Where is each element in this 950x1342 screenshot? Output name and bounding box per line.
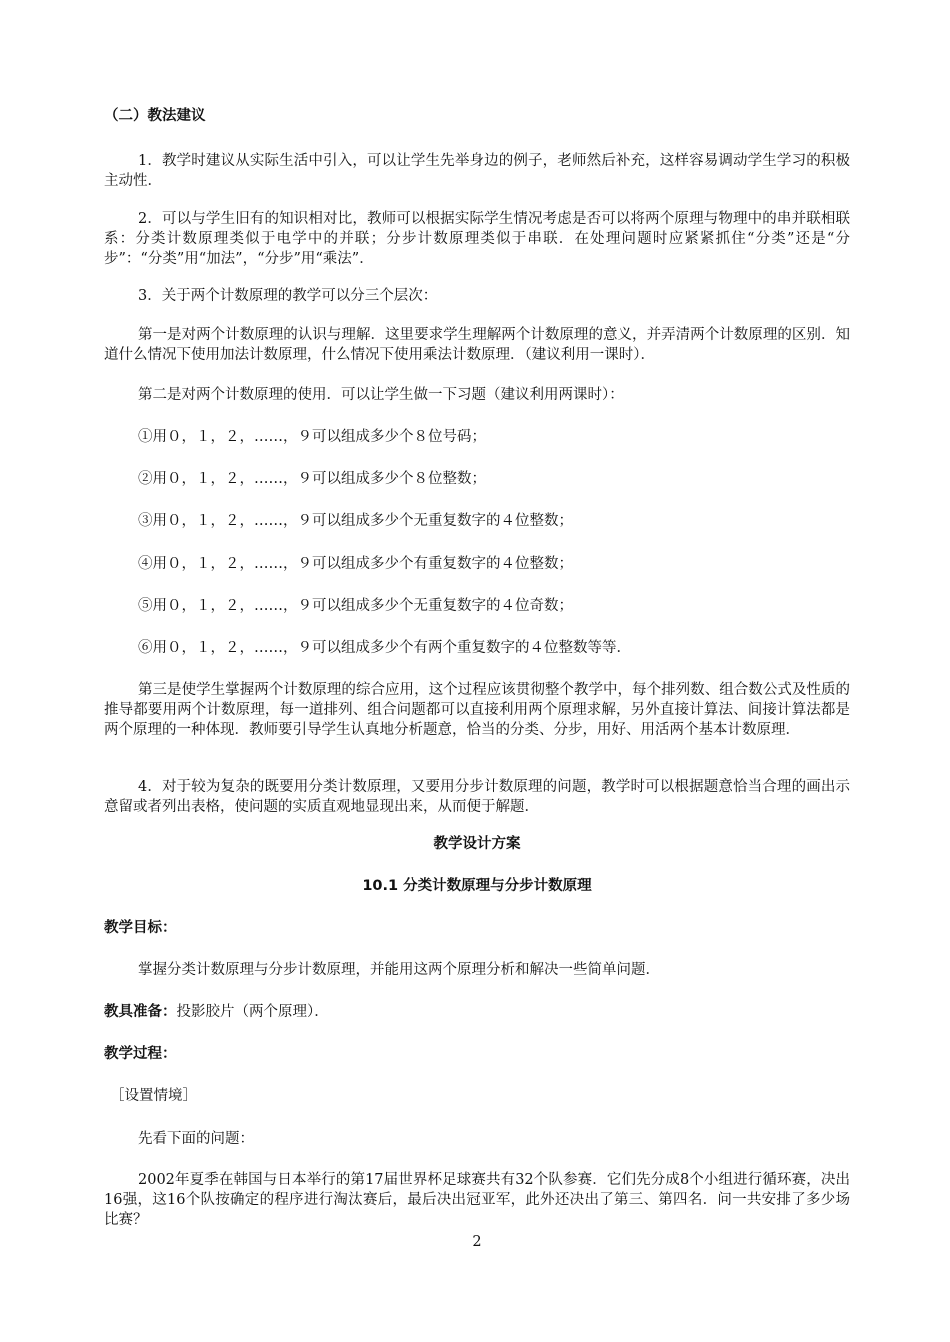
paragraph-6: 第三是使学生掌握两个计数原理的综合应用，这个过程应该贯彻整个教学中，每个排列数、组合数公式及性质的推导都要用两个计数原理，每一道排列、组合问题都可以直接利用两个原理求解，另外直接计算法、间接计算法都是两个原理的一种体现．教师要引导学生认真地分析题意，恰当的分类、分步，用好、用活两个基本计数原理． [104,682,850,738]
tools-label: 教具准备： [104,1004,177,1020]
paragraph-5: 第二是对两个计数原理的使用．可以让学生做一下习题（建议利用两课时）： [138,387,624,403]
section-heading: （二）教法建议 [104,108,206,124]
exercise-3: ③用０，１，２，……，９可以组成多少个无重复数字的４位整数； [138,513,573,529]
exercise-2: ②用０，１，２，……，９可以组成多少个８位整数； [138,471,486,487]
exercise-5: ⑤用０，１，２，……，９可以组成多少个无重复数字的４位奇数； [138,598,573,614]
exercise-1: ①用０，１，２，……，９可以组成多少个８位号码； [138,429,486,445]
lesson-title: 10.1 分类计数原理与分步计数原理 [362,878,592,894]
paragraph-4: 第一是对两个计数原理的认识与理解．这里要求学生理解两个计数原理的意义，并弄清两个计数原理的区别．知道什么情况下使用加法计数原理，什么情况下使用乘法计数原理．（建议利用一课时）． [104,327,850,363]
paragraph-2: 2．可以与学生旧有的知识相对比，教师可以根据实际学生情况考虑是否可以将两个原理与物理中的串并联相联系：分类计数原理类似于电学中的并联；分步计数原理类似于串联．在处理问题时应紧紧抓住“分类”还是“分步”：“分类”用“加法”，“分步”用“乘法”． [104,211,850,267]
exercise-6: ⑥用０，１，２，……，９可以组成多少个有两个重复数字的４位整数等等． [138,640,631,656]
scenario-intro: 先看下面的问题： [138,1131,254,1147]
tools-text: 投影胶片（两个原理）． [176,1004,329,1020]
scenario-label: ［设置情境］ [110,1088,197,1104]
exercise-4: ④用０，１，２，……，９可以组成多少个有重复数字的４位整数； [138,556,573,572]
paragraph-3: 3．关于两个计数原理的教学可以分三个层次： [138,288,438,304]
paragraph-7: 4．对于较为复杂的既要用分类计数原理，又要用分步计数原理的问题，教学时可以根据题意恰当合理的画出示意留或者列出表格，使问题的实质直观地显现出来，从而便于解题． [104,779,850,815]
scenario-problem: 2002年夏季在韩国与日本举行的第17届世界杯足球赛共有32个队参赛．它们先分成8个小组进行循环赛，决出16强，这16个队按确定的程序进行淘汰赛后，最后决出冠亚军，此外还决出了第三、第四名．问一共安排了多少场比赛？ [104,1172,850,1228]
page-number: 2 [472,1234,482,1250]
paragraph-1: 1．教学时建议从实际生活中引入，可以让学生先举身边的例子，老师然后补充，这样容易调动学生学习的积极主动性． [104,153,850,189]
process-label: 教学过程： [104,1046,177,1062]
goal-text: 掌握分类计数原理与分步计数原理，并能用这两个原理分析和解决一些简单问题． [138,962,660,978]
goal-label: 教学目标： [104,920,177,936]
tools-line [104,1002,850,1022]
design-title: 教学设计方案 [433,836,521,852]
